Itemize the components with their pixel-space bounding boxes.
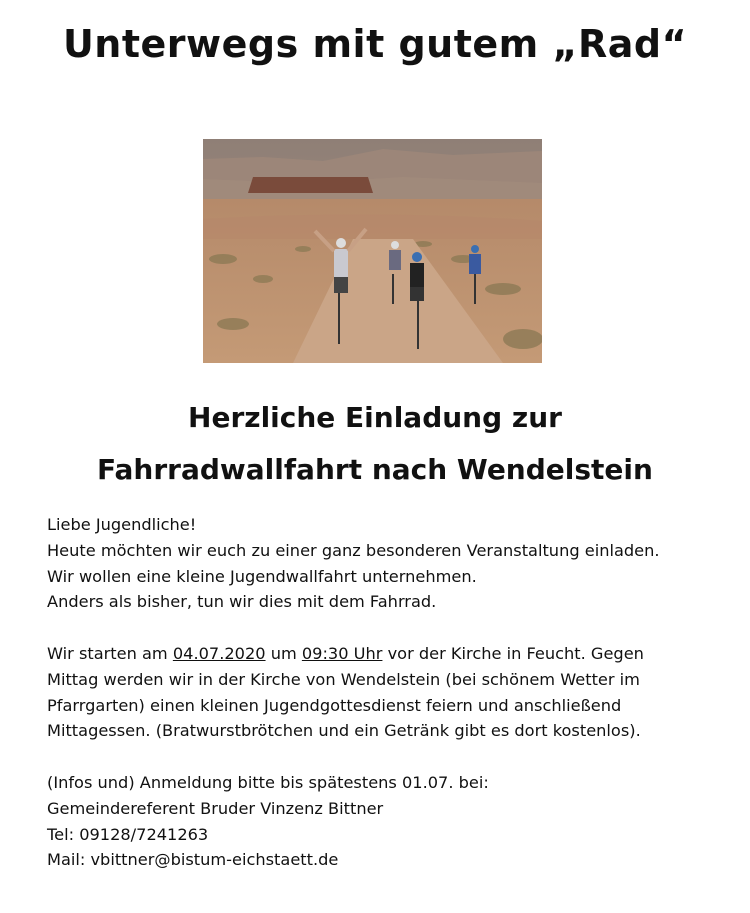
contact-phone: Tel: 09128/7241263	[47, 824, 209, 844]
contact-name: Gemeindereferent Bruder Vinzenz Bittner	[47, 798, 384, 818]
registration-line: (Infos und) Anmeldung bitte bis spätestens 01.07. bei:	[47, 772, 489, 792]
intro-line-3: Anders als bisher, tun wir dies mit dem Fahrrad.	[47, 592, 437, 612]
details-post-time: vor der Kirche in Feucht. Gegen	[382, 643, 644, 663]
details-line-2: Mittag werden wir in der Kirche von Wendelstein (bei schönem Wetter im	[47, 669, 640, 689]
invitation-heading	[0, 392, 750, 496]
details-pre-date: Wir starten am	[47, 643, 173, 663]
cyclists-desert-photo	[203, 139, 542, 363]
invitation-heading-line1: Herzliche Einladung zur	[188, 401, 562, 434]
greeting: Liebe Jugendliche!	[47, 515, 197, 534]
details-line-3: Pfarrgarten) einen kleinen Jugendgottesdienst feiern und anschließend	[47, 695, 622, 715]
invitation-heading-line2: Fahrradwallfahrt nach Wendelstein	[97, 453, 653, 486]
event-time: 09:30 Uhr	[301, 643, 383, 663]
intro-line-1: Heute möchten wir euch zu einer ganz besonderen Veranstaltung einladen.	[47, 540, 660, 560]
intro-line-2: Wir wollen eine kleine Jugendwallfahrt unternehmen.	[47, 566, 477, 586]
details-between: um	[265, 643, 302, 663]
page-title: Unterwegs mit gutem „Rad“	[62, 22, 688, 66]
details-line-1	[47, 641, 707, 667]
invitation-body	[47, 512, 707, 873]
contact-mail: Mail: vbittner@bistum-eichstaett.de	[47, 850, 339, 870]
event-date: 04.07.2020	[172, 643, 266, 663]
details-line-4: Mittagessen. (Bratwurstbrötchen und ein Getränk gibt es dort kostenlos).	[47, 721, 641, 741]
